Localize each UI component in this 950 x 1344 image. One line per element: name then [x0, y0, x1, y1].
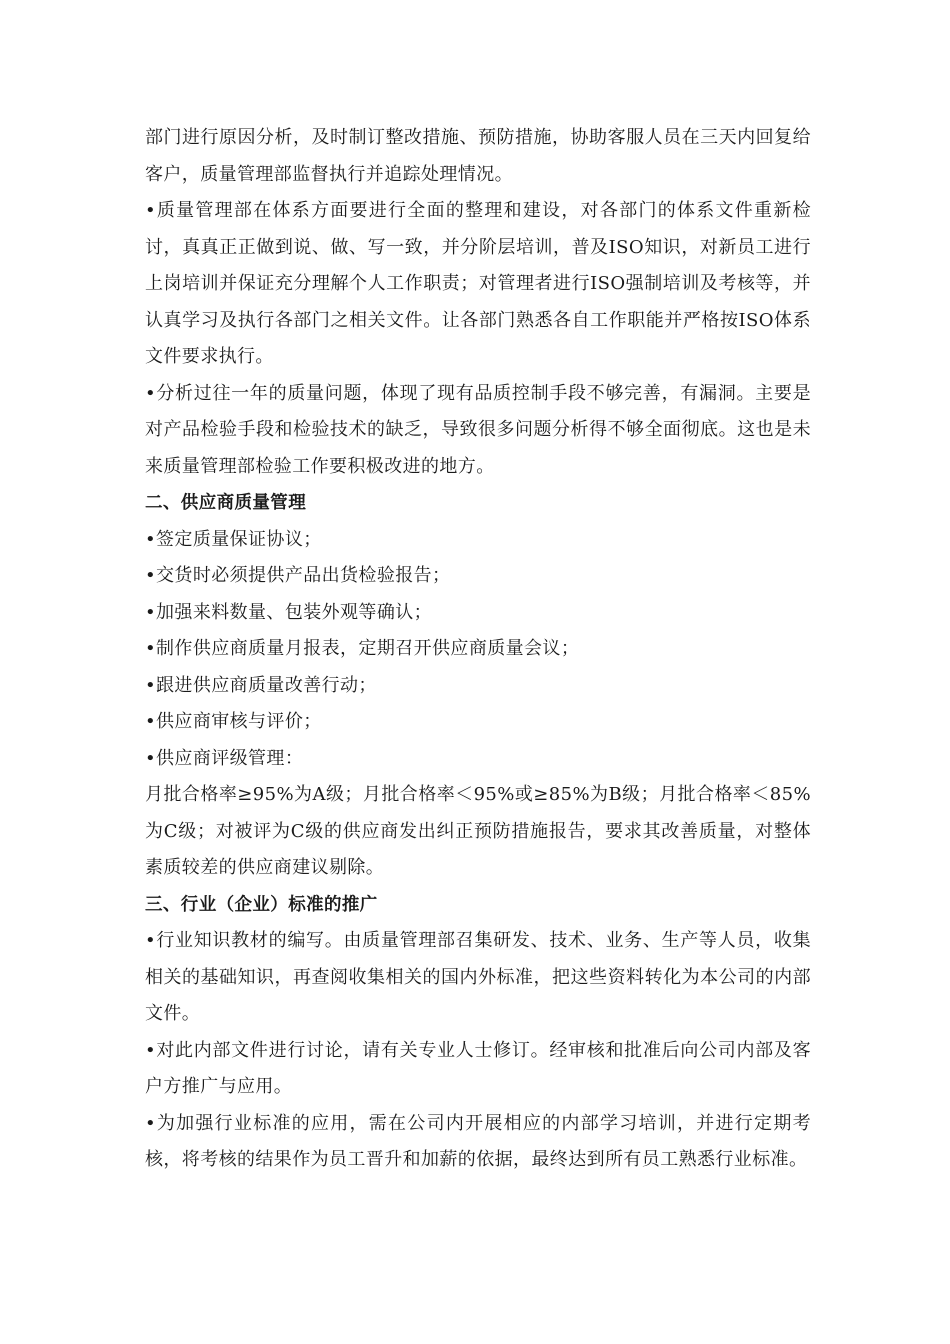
- paragraph-quality-issues: •分析过往一年的质量问题，体现了现有品质控制手段不够完善，有漏洞。主要是对产品检验手段和检验技术的缺乏，导致很多问题分析得不够全面彻底。这也是未来质量管理部检验工作要积极改进的地方。: [145, 382, 811, 477]
- section-heading-standards: 三、行业（企业）标准的推广: [145, 894, 378, 915]
- list-item-supplier: •供应商审核与评价；: [145, 711, 322, 732]
- list-item-standards: •对此内部文件进行讨论，请有关专业人士修订。经审核和批准后向公司内部及客户方推广与应用。: [145, 1039, 811, 1097]
- list-item-supplier: •跟进供应商质量改善行动；: [145, 674, 377, 696]
- list-item-supplier: •供应商评级管理：: [145, 747, 304, 769]
- list-item-supplier: •制作供应商质量月报表，定期召开供应商质量会议；: [145, 638, 580, 659]
- document-page: [145, 120, 811, 1179]
- list-item-supplier: •交货时必须提供产品出货检验报告；: [145, 565, 451, 586]
- list-item-standards: •为加强行业标准的应用，需在公司内开展相应的内部学习培训，并进行定期考核，将考核的结果作为员工晋升和加薪的依据，最终达到所有员工熟悉行业标准。: [145, 1112, 811, 1170]
- list-item-supplier: •签定质量保证协议；: [145, 528, 322, 550]
- list-item-supplier: •加强来料数量、包装外观等确认；: [145, 601, 433, 623]
- list-item-standards: •行业知识教材的编写。由质量管理部召集研发、技术、业务、生产等人员，收集相关的基础知识，再查阅收集相关的国内外标准，把这些资料转化为本公司的内部文件。: [145, 930, 811, 1024]
- paragraph-supplier-rating: 月批合格率≥95%为A级；月批合格率＜95%或≥85%为B级；月批合格率＜85%为C级；对被评为C级的供应商发出纠正预防措施报告，要求其改善质量，对整体素质较差的供应商建议剔除。: [145, 784, 811, 878]
- paragraph-root-cause: 部门进行原因分析，及时制订整改措施、预防措施，协助客服人员在三天内回复给客户，质量管理部监督执行并追踪处理情况。: [145, 127, 811, 185]
- section-heading-supplier-quality: 二、供应商质量管理: [145, 493, 307, 513]
- paragraph-system-building: •质量管理部在体系方面要进行全面的整理和建设，对各部门的体系文件重新检讨，真真正正做到说、做、写一致，并分阶层培训，普及ISO知识，对新员工进行上岗培训并保证充分理解个人工作职责；对管理者进行ISO强制培训及考核等，并认真学习及执行各部门之相关文件。让各部门熟悉各自工作职能并严格按ISO体系文件要求执行。: [145, 200, 811, 367]
